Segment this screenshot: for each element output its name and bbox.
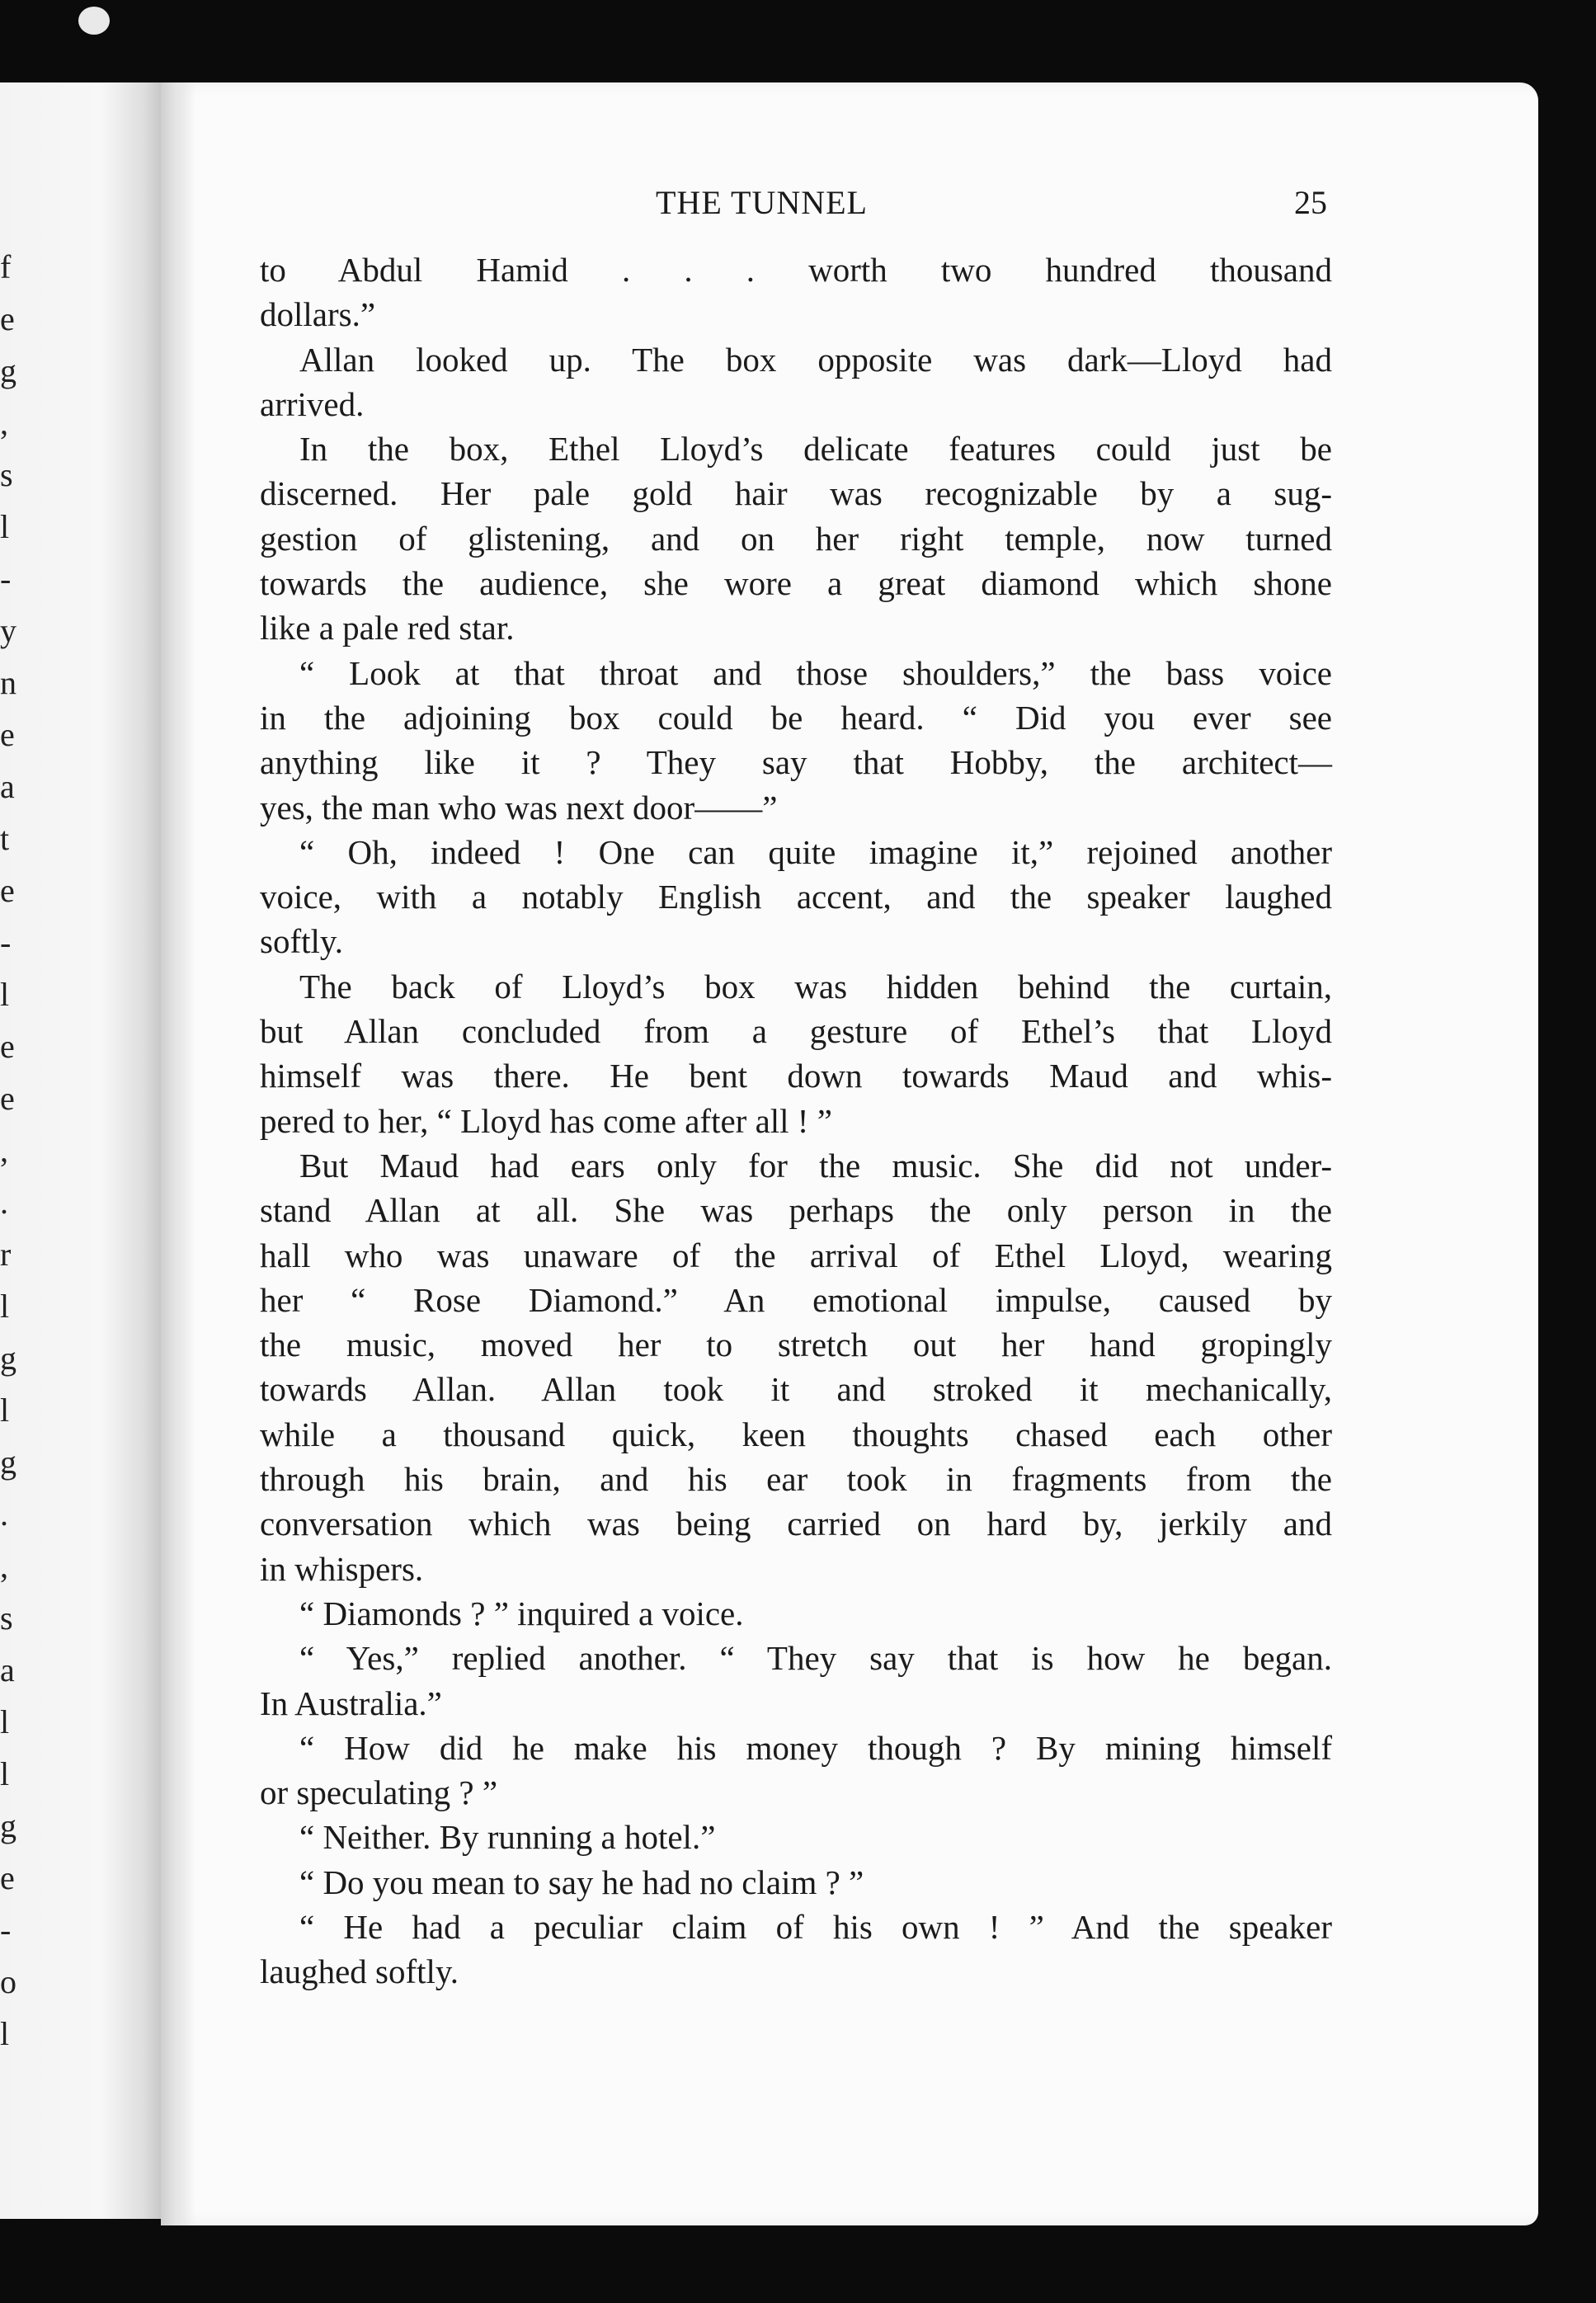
facing-page-edge — [0, 82, 169, 2219]
text-line: himself was there. He bent down towards Maud and whis- — [260, 1057, 1332, 1095]
running-title: THE TUNNEL — [656, 184, 868, 221]
facing-page-letter: l — [0, 1392, 10, 1429]
text-line: stand Allan at all. She was perhaps the only person in the — [260, 1191, 1332, 1230]
text-line: in the adjoining box could be heard. “ Did you ever see — [260, 698, 1332, 737]
text-line: discerned. Her pale gold hair was recognizable by a sug- — [260, 474, 1332, 513]
facing-page-letter: g — [0, 1340, 16, 1377]
facing-page-letter: y — [0, 612, 16, 649]
facing-page-letter: l — [0, 1703, 10, 1740]
facing-page-letter: l — [0, 2015, 10, 2052]
text-line: pered to her, “ Lloyd has come after all ! ” — [260, 1101, 832, 1140]
text-line: like a pale red star. — [260, 609, 515, 648]
page-number: 25 — [1294, 184, 1327, 221]
text-line: softly. — [260, 922, 343, 961]
text-line: “ Oh, indeed ! One can quite imagine it,” rejoined another — [299, 832, 1332, 871]
facing-page-letter: l — [0, 976, 10, 1013]
facing-page-letter: t — [0, 820, 10, 857]
text-line: through his brain, and his ear took in fragments from the — [260, 1460, 1332, 1499]
text-line: laughed softly. — [260, 1952, 459, 1991]
facing-page-letter: f — [0, 248, 12, 285]
text-line: her “ Rose Diamond.” An emotional impulse, caused by — [260, 1280, 1332, 1319]
facing-page-letter: . — [0, 1495, 8, 1533]
text-line: In the box, Ethel Lloyd’s delicate features could just be — [299, 430, 1332, 469]
facing-page-letter: , — [0, 1132, 8, 1169]
facing-page-letter: e — [0, 1028, 15, 1065]
text-line: “ Look at that throat and those shoulders,” the bass voice — [299, 653, 1332, 692]
text-line: while a thousand quick, keen thoughts chased each other — [260, 1415, 1332, 1453]
facing-page-letter: s — [0, 1599, 13, 1637]
text-line: “ Do you mean to say he had no claim ? ” — [299, 1863, 864, 1901]
facing-page-letter: a — [0, 768, 15, 805]
text-line: to Abdul Hamid . . . worth two hundred thousand — [260, 251, 1332, 289]
text-line: anything like it ? They say that Hobby, the architect— — [260, 743, 1332, 782]
text-line: or speculating ? ” — [260, 1773, 498, 1812]
text-line: “ Diamonds ? ” inquired a voice. — [299, 1594, 744, 1632]
text-line: the music, moved her to stretch out her hand gropingly — [260, 1326, 1332, 1364]
facing-page-letter: - — [0, 1911, 12, 1948]
facing-page-letter: e — [0, 716, 15, 753]
facing-page-letter: r — [0, 1236, 12, 1273]
facing-page-letter: s — [0, 456, 13, 493]
text-line: gestion of glistening, and on her right temple, now turned — [260, 519, 1332, 558]
text-line: In Australia.” — [260, 1684, 442, 1722]
facing-page-letter: n — [0, 664, 16, 701]
facing-page-letter: l — [0, 508, 10, 545]
text-line: arrived. — [260, 384, 365, 423]
book-page — [161, 82, 1538, 2225]
facing-page-letter: - — [0, 560, 12, 597]
facing-page-letter: e — [0, 1859, 15, 1896]
facing-page-letter: . — [0, 1184, 8, 1221]
text-line: dollars.” — [260, 295, 376, 334]
text-line: But Maud had ears only for the music. She did not under- — [299, 1146, 1332, 1184]
facing-page-letter: o — [0, 1963, 16, 2000]
page-header — [161, 183, 1538, 233]
text-line: towards the audience, she wore a great diamond which shone — [260, 564, 1332, 603]
text-line: conversation which was being carried on hard by, jerkily and — [260, 1505, 1332, 1543]
body-text — [260, 247, 1332, 1995]
facing-page-letter: e — [0, 1080, 15, 1117]
text-line: Allan looked up. The box opposite was dark—Lloyd had — [299, 340, 1332, 379]
text-line: “ Yes,” replied another. “ They say that is how he began. — [299, 1639, 1332, 1678]
facing-page-letter: l — [0, 1288, 10, 1325]
facing-page-letter: , — [0, 1547, 8, 1585]
text-line: but Allan concluded from a gesture of Ethel’s that Lloyd — [260, 1012, 1332, 1051]
text-line: voice, with a notably English accent, and the speaker laughed — [260, 878, 1332, 916]
facing-page-letter: g — [0, 352, 16, 389]
facing-page-letter: a — [0, 1651, 15, 1688]
facing-page-letter: g — [0, 1443, 16, 1481]
text-line: The back of Lloyd’s box was hidden behind the curtain, — [299, 967, 1332, 1006]
text-line: towards Allan. Allan took it and stroked it mechanically, — [260, 1370, 1332, 1409]
facing-page-letters — [0, 82, 25, 2219]
text-line: in whispers. — [260, 1549, 424, 1588]
facing-page-letter: , — [0, 404, 8, 441]
text-line: hall who was unaware of the arrival of Ethel Lloyd, wearing — [260, 1236, 1332, 1274]
text-line: “ Neither. By running a hotel.” — [299, 1818, 716, 1857]
text-line: yes, the man who was next door——” — [260, 788, 778, 827]
dust-speck — [78, 7, 110, 35]
facing-page-letter: e — [0, 872, 15, 909]
facing-page-letter: g — [0, 1807, 16, 1844]
page-gutter-shadow — [161, 82, 195, 2225]
facing-page-letter: e — [0, 300, 15, 337]
text-line: “ How did he make his money though ? By mining himself — [299, 1728, 1332, 1767]
facing-page-letter: l — [0, 1755, 10, 1792]
text-line: “ He had a peculiar claim of his own ! ” And the speaker — [299, 1907, 1332, 1946]
facing-page-letter: - — [0, 924, 12, 961]
